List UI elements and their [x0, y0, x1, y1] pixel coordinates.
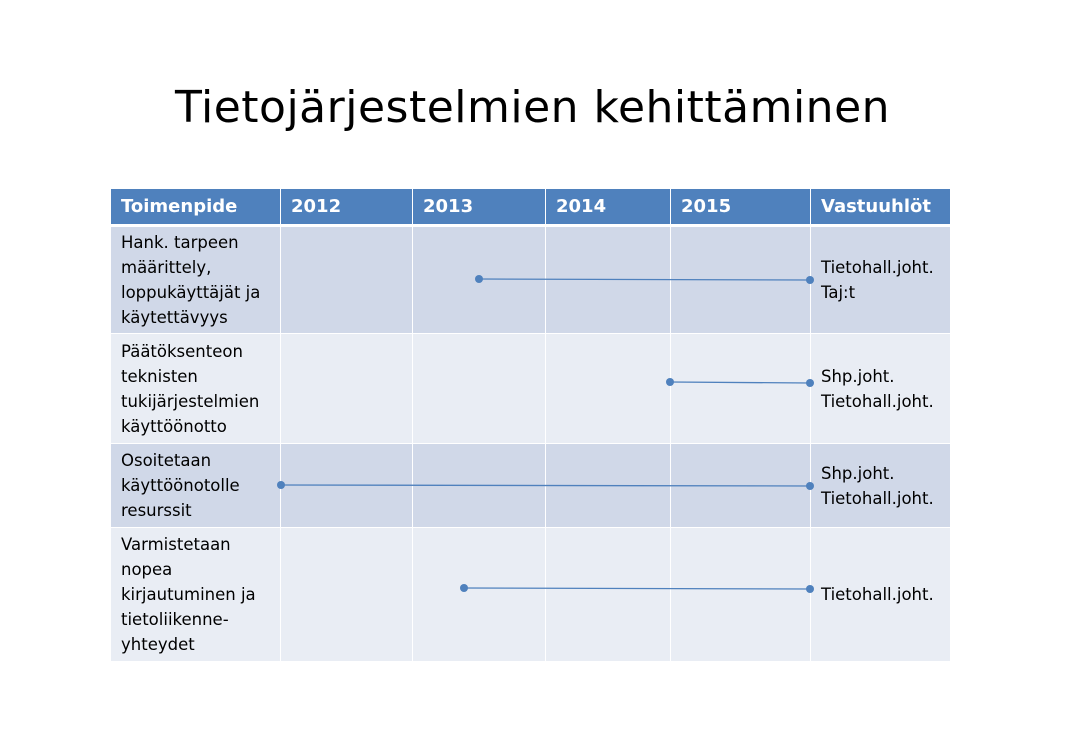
task-line: teknisten — [121, 366, 198, 386]
year-cell — [281, 444, 413, 528]
task-line: resurssit — [121, 501, 192, 520]
header-action: Toimenpide — [111, 189, 281, 226]
responsible-line: Tietohall.joht. — [821, 258, 934, 277]
task-line: Varmistetaan — [121, 535, 231, 554]
task-line: käyttöönotto — [121, 416, 227, 436]
task-line: Päätöksenteon — [121, 341, 243, 361]
task-line: kirjautuminen ja — [121, 585, 256, 604]
responsible-cell — [811, 226, 951, 334]
header-year-2014: 2014 — [546, 189, 671, 226]
year-cell — [281, 334, 413, 444]
year-cell — [413, 226, 546, 334]
task-cell — [111, 528, 281, 662]
table-row — [111, 226, 951, 334]
table-row — [111, 334, 951, 444]
task-line: nopea — [121, 560, 173, 579]
year-cell — [546, 528, 671, 662]
task-line: tukijärjestelmien — [121, 391, 260, 411]
responsible-cell — [811, 444, 951, 528]
slide-title: Tietojärjestelmien kehittäminen — [174, 82, 891, 133]
year-cell — [546, 444, 671, 528]
responsible-line: Tietohall.joht. — [821, 585, 934, 604]
header-responsible: Vastuuhlöt — [811, 189, 951, 226]
year-cell — [546, 334, 671, 444]
responsible-cell — [811, 528, 951, 662]
year-cell — [281, 528, 413, 662]
table-row — [111, 528, 951, 662]
task-cell — [111, 226, 281, 334]
year-cell — [546, 226, 671, 334]
header-year-2013: 2013 — [413, 189, 546, 226]
year-cell — [413, 528, 546, 662]
task-line: tietoliikenne- — [121, 610, 229, 629]
task-line: käytettävyys — [121, 308, 228, 327]
year-cell — [281, 226, 413, 334]
responsible-line: Shp.joht. — [821, 366, 895, 386]
responsible-cell — [811, 334, 951, 444]
table-row — [111, 444, 951, 528]
task-cell — [111, 334, 281, 444]
header-year-2012: 2012 — [281, 189, 413, 226]
year-cell — [671, 334, 811, 444]
task-line: määrittely, — [121, 258, 212, 277]
year-cell — [671, 444, 811, 528]
action-plan-table — [110, 188, 951, 662]
year-cell — [671, 528, 811, 662]
year-cell — [413, 444, 546, 528]
table-header-row — [111, 189, 951, 226]
task-line: käyttöönotolle — [121, 476, 240, 495]
task-line: Osoitetaan — [121, 451, 212, 470]
responsible-line: Taj:t — [821, 283, 856, 302]
task-line: yhteydet — [121, 635, 195, 654]
responsible-line: Shp.joht. — [821, 463, 895, 483]
responsible-line: Tietohall.joht. — [821, 488, 934, 508]
header-year-2015: 2015 — [671, 189, 811, 226]
year-cell — [671, 226, 811, 334]
task-line: loppukäyttäjät ja — [121, 283, 261, 302]
year-cell — [413, 334, 546, 444]
task-cell — [111, 444, 281, 528]
task-line: Hank. tarpeen — [121, 233, 239, 252]
responsible-line: Tietohall.joht. — [821, 391, 934, 411]
